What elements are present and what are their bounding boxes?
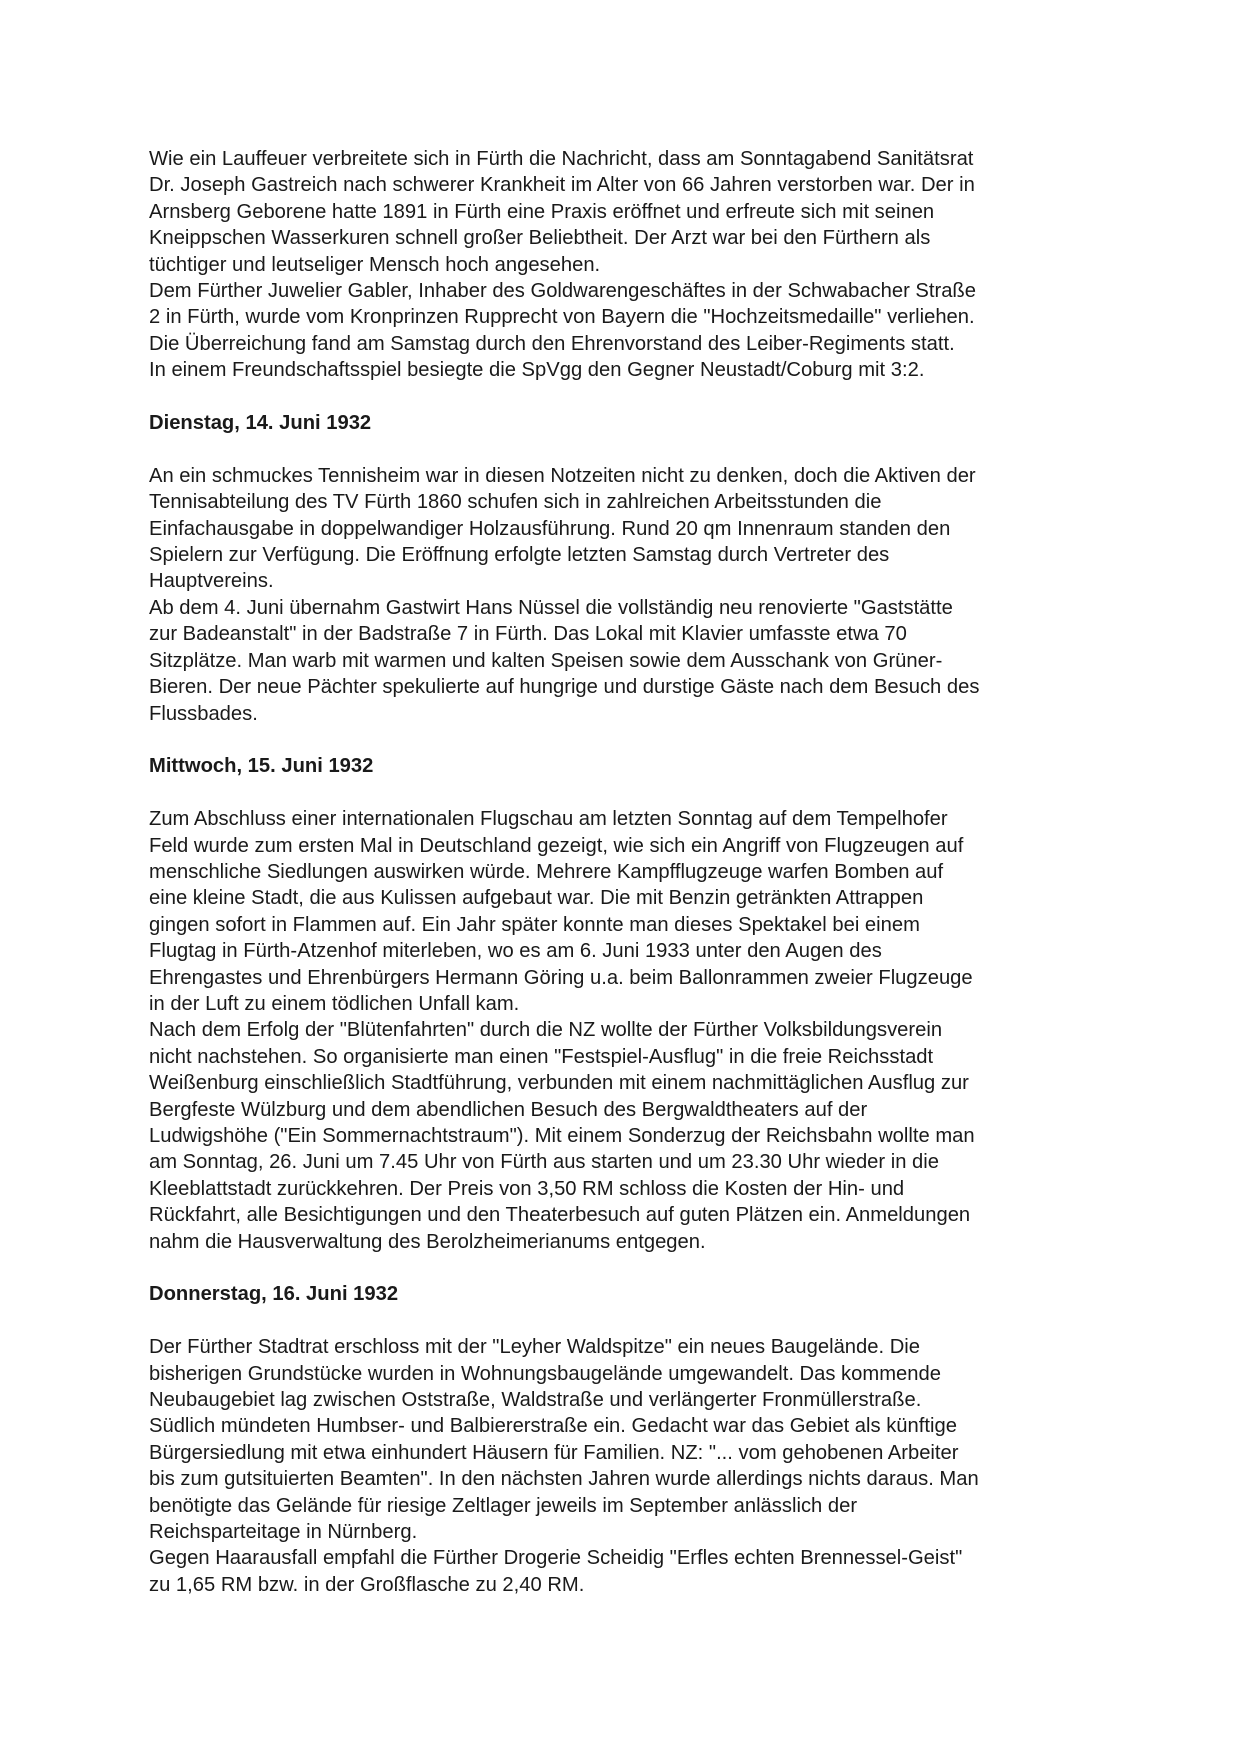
section-heading: Mittwoch, 15. Juni 1932 <box>149 755 374 778</box>
text-line: Ab dem 4. Juni übernahm Gastwirt Hans Nüssel die vollständig neu renovierte "Gaststätte <box>149 596 953 619</box>
text-line: An ein schmuckes Tennisheim war in diesen Notzeiten nicht zu denken, doch die Aktiven der <box>149 464 976 487</box>
text-line: Arnsberg Geborene hatte 1891 in Fürth eine Praxis eröffnet und erfreute sich mit seinen <box>149 200 935 223</box>
text-line: am Sonntag, 26. Juni um 7.45 Uhr von Fürth aus starten und um 23.30 Uhr wieder in die <box>149 1151 939 1174</box>
text-line: Flussbades. <box>149 702 258 725</box>
text-line: bisherigen Grundstücke wurden in Wohnungsbaugelände umgewandelt. Das kommende <box>149 1362 941 1385</box>
section-mittwoch <box>149 753 1099 1255</box>
text-line: Dr. Joseph Gastreich nach schwerer Krankheit im Alter von 66 Jahren verstorben war. Der in <box>149 174 975 197</box>
section-heading: Donnerstag, 16. Juni 1932 <box>149 1283 399 1306</box>
text-line: Kneippschen Wasserkuren schnell großer Beliebtheit. Der Arzt war bei den Fürthern als <box>149 227 931 250</box>
text-line: zur Badeanstalt" in der Badstraße 7 in Fürth. Das Lokal mit Klavier umfasste etwa 70 <box>149 623 907 646</box>
spacer <box>149 780 1099 806</box>
text-line: tüchtiger und leutseliger Mensch hoch angesehen. <box>149 253 601 276</box>
text-line: Wie ein Lauffeuer verbreitete sich in Fürth die Nachricht, dass am Sonntagabend Sanitätsrat <box>149 148 974 170</box>
spacer <box>149 1255 1099 1281</box>
text-line: Ludwigshöhe ("Ein Sommernachtstraum"). Mit einem Sonderzug der Reichsbahn wollte man <box>149 1124 975 1147</box>
text-line: Spielern zur Verfügung. Die Eröffnung erfolgte letzten Samstag durch Vertreter des <box>149 544 890 567</box>
text-line: Hauptvereins. <box>149 570 274 593</box>
text-line: menschliche Siedlungen auswirken würde. Mehrere Kampfflugzeuge warfen Bomben auf <box>149 860 944 883</box>
text-line: Die Überreichung fand am Samstag durch den Ehrenvorstand des Leiber-Regiments statt. <box>149 332 955 355</box>
text-line: eine kleine Stadt, die aus Kulissen aufgebaut war. Die mit Benzin getränkten Attrappen <box>149 887 924 910</box>
text-line: Einfachausgabe in doppelwandiger Holzausführung. Rund 20 qm Innenraum standen den <box>149 517 951 540</box>
text-line: Ehrengastes und Ehrenbürgers Hermann Göring u.a. beim Ballonrammen zweier Flugzeuge <box>149 966 973 989</box>
section-intro <box>149 146 1099 384</box>
text-line: Weißenburg einschließlich Stadtführung, verbunden mit einem nachmittäglichen Ausflug zur <box>149 1072 969 1095</box>
text-line: Bergfeste Wülzburg und dem abendlichen Besuch des Bergwaldtheaters auf der <box>149 1098 868 1121</box>
text-line: nicht nachstehen. So organisierte man einen "Festspiel-Ausflug" in die freie Reichsstadt <box>149 1045 934 1068</box>
text-line: nahm die Hausverwaltung des Berolzheimerianums entgegen. <box>149 1230 706 1253</box>
text-line: Gegen Haarausfall empfahl die Fürther Drogerie Scheidig "Erfles echten Brennessel-Geist" <box>149 1547 963 1570</box>
text-line: Kleeblattstadt zurückkehren. Der Preis von 3,50 RM schloss die Kosten der Hin- und <box>149 1177 905 1200</box>
text-line: Flugtag in Fürth-Atzenhof miterleben, wo es am 6. Juni 1933 unter den Augen des <box>149 940 882 963</box>
text-line: In einem Freundschaftsspiel besiegte die SpVgg den Gegner Neustadt/Coburg mit 3:2. <box>149 359 925 382</box>
text-line: Sitzplätze. Man warb mit warmen und kalten Speisen sowie dem Ausschank von Grüner- <box>149 649 943 672</box>
text-line: Zum Abschluss einer internationalen Flugschau am letzten Sonntag auf dem Tempelhofer <box>149 808 948 831</box>
text-line: bis zum gutsituierten Beamten". In den nächsten Jahren wurde allerdings nichts daraus. Man <box>149 1468 979 1491</box>
text-line: Rückfahrt, alle Besichtigungen und den Theaterbesuch auf guten Plätzen ein. Anmeldungen <box>149 1204 971 1227</box>
text-line: Dem Fürther Juwelier Gabler, Inhaber des Goldwarengeschäftes in der Schwabacher Straße <box>149 280 976 303</box>
text-line: Südlich mündeten Humbser- und Balbiererstraße ein. Gedacht war das Gebiet als künftige <box>149 1415 957 1438</box>
text-line: Der Fürther Stadtrat erschloss mit der "Leyher Waldspitze" ein neues Baugelände. Die <box>149 1336 920 1359</box>
section-donnerstag <box>149 1281 1099 1598</box>
text-line: Tennisabteilung des TV Fürth 1860 schufen sich in zahlreichen Arbeitsstunden die <box>149 491 882 514</box>
text-line: Neubaugebiet lag zwischen Oststraße, Waldstraße und verlängerter Fronmüllerstraße. <box>149 1389 922 1411</box>
spacer <box>149 1308 1099 1334</box>
text-line: gingen sofort in Flammen auf. Ein Jahr später konnte man dieses Spektakel bei einem <box>149 913 920 936</box>
text-line: Nach dem Erfolg der "Blütenfahrten" durch die NZ wollte der Fürther Volksbildungsverein <box>149 1019 943 1042</box>
section-heading: Dienstag, 14. Juni 1932 <box>149 412 372 435</box>
spacer <box>149 727 1099 753</box>
text-line: Feld wurde zum ersten Mal in Deutschland gezeigt, wie sich ein Angriff von Flugzeugen auf <box>149 834 964 857</box>
text-line: Bieren. Der neue Pächter spekulierte auf hungrige und durstige Gäste nach dem Besuch des <box>149 676 980 699</box>
spacer <box>149 436 1099 462</box>
document-page <box>149 146 1099 1598</box>
text-line: Bürgersiedlung mit etwa einhundert Häusern für Familien. NZ: "... vom gehobenen Arbeiter <box>149 1441 959 1464</box>
spacer <box>149 384 1099 410</box>
text-line: zu 1,65 RM bzw. in der Großflasche zu 2,40 RM. <box>149 1573 585 1596</box>
text-line: in der Luft zu einem tödlichen Unfall kam. <box>149 992 520 1015</box>
text-line: 2 in Fürth, wurde vom Kronprinzen Rupprecht von Bayern die "Hochzeitsmedaille" verliehen. <box>149 306 975 329</box>
section-dienstag <box>149 410 1099 727</box>
text-line: benötigte das Gelände für riesige Zeltlager jeweils im September anlässlich der <box>149 1494 858 1517</box>
text-line: Reichsparteitage in Nürnberg. <box>149 1521 418 1544</box>
